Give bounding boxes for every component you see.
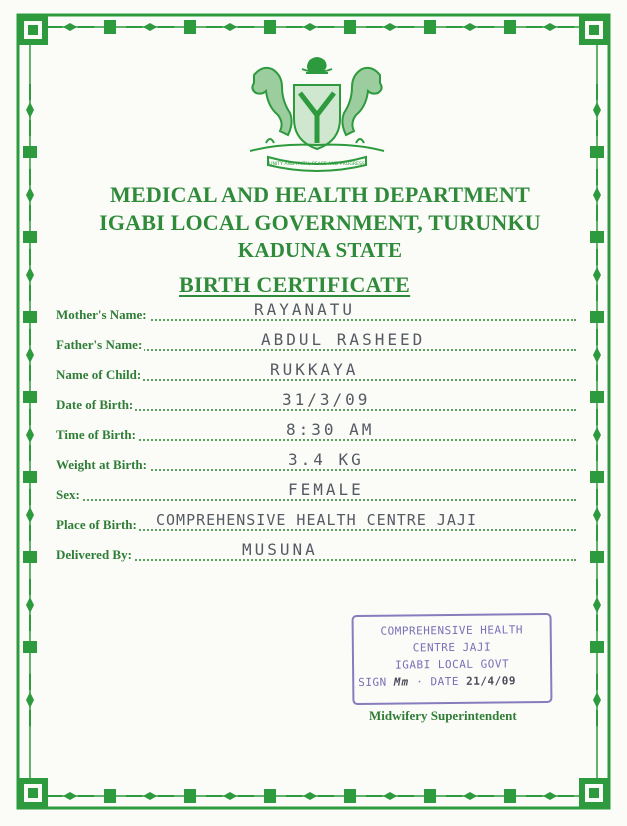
- border-diamond: [593, 347, 601, 363]
- border-diamond: [26, 187, 34, 203]
- field-value: RUKKAYA: [270, 360, 359, 379]
- border-block: [104, 20, 116, 34]
- stamp-line: CENTRE JAJI: [412, 640, 492, 655]
- border-diamond: [26, 427, 34, 443]
- nigeria-coat-of-arms-emblem: [236, 55, 398, 173]
- border-block: [590, 471, 604, 483]
- border-diamond: [383, 23, 397, 31]
- border-diamond: [26, 102, 34, 118]
- border-block: [344, 20, 356, 34]
- border-block: [23, 551, 37, 563]
- border-diamond: [593, 692, 601, 708]
- local-government-heading: IGABI LOCAL GOVERNMENT, TURUNKU: [99, 210, 541, 235]
- border-block: [23, 391, 37, 403]
- field-value: 3.4 KG: [288, 450, 364, 469]
- border-block: [23, 311, 37, 323]
- border-diamond: [303, 23, 317, 31]
- border-block: [344, 789, 356, 803]
- signatory-title: Midwifery Superintendent: [369, 708, 517, 723]
- border-diamond: [143, 23, 157, 31]
- border-diamond: [26, 692, 34, 708]
- border-block: [264, 789, 276, 803]
- border-block: [23, 641, 37, 653]
- border-block: [590, 551, 604, 563]
- certificate-title: BIRTH CERTIFICATE: [179, 272, 411, 297]
- border-block: [590, 641, 604, 653]
- border-block: [590, 146, 604, 158]
- field-place-of-birth: [56, 513, 576, 533]
- field-label: Delivered By:: [56, 547, 132, 562]
- field-sex: [56, 480, 576, 503]
- border-block: [424, 20, 436, 34]
- field-value: FEMALE: [288, 480, 364, 499]
- border-block: [23, 146, 37, 158]
- stamp-sign-date-line: SIGN Mm · DATE 21/4/09: [358, 674, 517, 689]
- border-block: [184, 20, 196, 34]
- field-label: Mother's Name:: [56, 307, 147, 322]
- stamp-line: COMPREHENSIVE HEALTH: [380, 623, 523, 638]
- border-corner-dot: [28, 788, 38, 798]
- border-block: [424, 789, 436, 803]
- border-diamond: [593, 267, 601, 283]
- border-block: [104, 789, 116, 803]
- field-delivered-by: [56, 540, 576, 563]
- border-diamond: [303, 792, 317, 800]
- border-corner-dot: [589, 25, 599, 35]
- stamp-sign-label: SIGN: [358, 675, 387, 689]
- border-diamond: [463, 23, 477, 31]
- field-value: ABDUL RASHEED: [261, 330, 426, 349]
- state-heading: KADUNA STATE: [237, 238, 403, 262]
- field-fathers-name: [56, 330, 576, 353]
- field-label: Weight at Birth:: [56, 457, 147, 472]
- border-block: [504, 789, 516, 803]
- border-block: [23, 471, 37, 483]
- svg-text:UNITY AND FAITH, PEACE AND PRO: UNITY AND FAITH, PEACE AND PROGRESS: [269, 162, 365, 167]
- border-corner-dot: [28, 25, 38, 35]
- border-diamond: [26, 507, 34, 523]
- health-centre-stamp: [352, 613, 553, 705]
- field-label: Time of Birth:: [56, 427, 136, 442]
- border-diamond: [463, 792, 477, 800]
- field-value: MUSUNA: [242, 540, 318, 559]
- field-date-of-birth: [56, 390, 576, 413]
- field-mothers-name: [56, 300, 576, 323]
- field-label: Sex:: [56, 487, 80, 502]
- field-child-name: [56, 360, 576, 383]
- field-label: Date of Birth:: [56, 397, 134, 412]
- border-block: [590, 391, 604, 403]
- border-block: [264, 20, 276, 34]
- border-block: [23, 231, 37, 243]
- border-block: [504, 20, 516, 34]
- border-block: [184, 789, 196, 803]
- border-diamond: [543, 792, 557, 800]
- border-diamond: [593, 597, 601, 613]
- stamp-line: IGABI LOCAL GOVT: [395, 657, 510, 672]
- border-diamond: [383, 792, 397, 800]
- border-diamond: [223, 23, 237, 31]
- border-diamond: [593, 427, 601, 443]
- border-diamond: [543, 23, 557, 31]
- field-time-of-birth: [56, 420, 576, 443]
- border-diamond: [593, 507, 601, 523]
- border-corner-dot: [589, 788, 599, 798]
- border-diamond: [26, 597, 34, 613]
- stamp-date-label: DATE: [430, 674, 460, 689]
- field-value: RAYANATU: [254, 300, 356, 319]
- border-block: [590, 311, 604, 323]
- field-label: Place of Birth:: [56, 517, 137, 532]
- field-label: Name of Child:: [56, 367, 142, 382]
- department-heading: MEDICAL AND HEALTH DEPARTMENT: [109, 182, 531, 207]
- stamp-date-value: 21/4/09: [466, 674, 517, 688]
- border-diamond: [143, 792, 157, 800]
- field-label: Father's Name:: [56, 337, 143, 352]
- border-diamond: [26, 267, 34, 283]
- border-diamond: [63, 792, 77, 800]
- border-diamond: [593, 102, 601, 118]
- handwritten-signature: Mm: [393, 675, 410, 689]
- field-weight-at-birth: [56, 450, 576, 473]
- field-value: 31/3/09: [282, 390, 371, 409]
- field-value: COMPREHENSIVE HEALTH CENTRE JAJI: [156, 511, 477, 529]
- border-diamond: [63, 23, 77, 31]
- field-value: 8:30 AM: [286, 420, 375, 439]
- border-diamond: [26, 347, 34, 363]
- border-diamond: [223, 792, 237, 800]
